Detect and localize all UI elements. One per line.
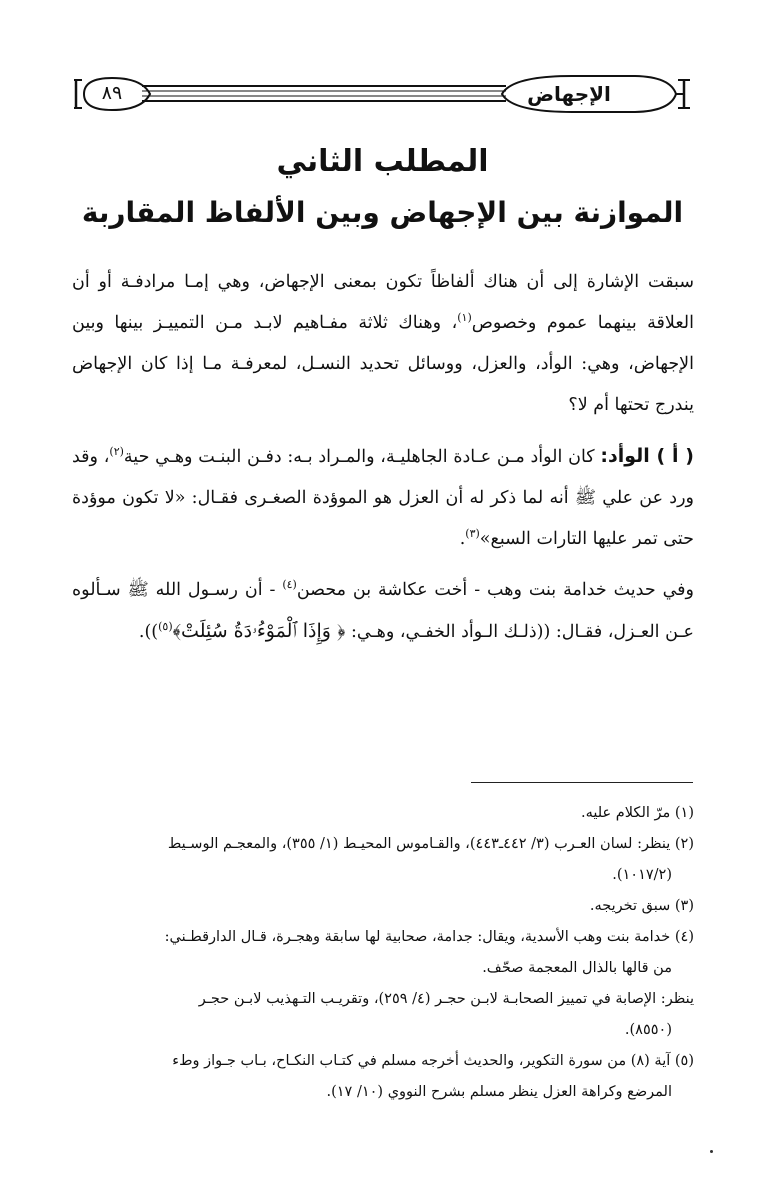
footnote-2 — [72, 829, 694, 891]
wad-text-1: كان الوأد مـن عـادة الجاهليـة، والمـراد بـه: دفـن البنـت وهـي حية — [123, 447, 601, 467]
running-title: الإجهاض — [527, 82, 611, 106]
footnote-ref-4: (٤) — [282, 578, 297, 592]
footnotes — [72, 798, 694, 1108]
scan-speck — [710, 1150, 713, 1153]
term-wad: ( أ ) الوأد: — [600, 445, 694, 467]
footnote-continuation: من قالها بالذال المعجمة صحّف. — [482, 960, 672, 976]
footnote-separator — [471, 782, 693, 783]
footnote-1 — [72, 798, 694, 829]
footnote-ref-2: (٢) — [109, 445, 124, 459]
footnote-ref-3: (٣) — [465, 527, 480, 541]
footnote-line: (٥) آية (٨) من سورة التكوير، والحديث أخرجه مسلم في كتـاب النكـاح، بـاب جـواز وطء — [172, 1053, 694, 1069]
footnote-4 — [72, 922, 694, 984]
section-subtitle: الموازنة بين الإجهاض وبين الألفاظ المقاربة — [81, 196, 684, 229]
main-text — [72, 262, 694, 663]
footnote-ref-5: (٥) — [158, 620, 173, 634]
intro-text-2: ، وهناك ثلاثة مفـاهيم لابـد مـن التمييـز بينها وبين الإجهاض، وهي: الوأد، والعزل، ووسائل تحديد النسـل، لمعرفـة مـا إذا كان الإجهاض يندرج تحتها أم لا؟ — [72, 313, 694, 415]
section-heading: المطلب الثاني — [276, 144, 489, 179]
footnote-3 — [72, 891, 694, 922]
footnote-line: (١) مرّ الكلام عليه. — [580, 805, 694, 821]
quran-verse: ﴿ وَإِذَا ٱلْمَوْءُۥدَةُ سُئِلَتْ﴾ — [172, 620, 346, 642]
judama-text-1: وفي حديث خدامة بنت وهب - أخت عكاشة بن محصن — [296, 580, 694, 600]
footnote-5 — [72, 1046, 694, 1108]
footnote-line: (٣) سبق تخريجه. — [589, 898, 694, 914]
footnote-continuation: (١٠١٧/٢). — [612, 867, 672, 883]
footnote-line: (٢) ينظر: لسان العـرب (٣/ ٤٤٢ـ٤٤٣)، والقـاموس المحيـط (١/ ٣٥٥)، والمعجـم الوسـيط — [167, 836, 694, 852]
footnote-line: (٤) خدامة بنت وهب الأسدية، ويقال: جدامة، صحابية لها سابقة وهجـرة، قـال الدارقطـني: — [164, 929, 694, 945]
footnote-line: ينظر: الإصابة في تمييز الصحابـة لابـن حجـر (٤/ ٢٥٩)، وتقريـب التـهذيب لابـن حجـر — [198, 991, 694, 1007]
paragraph-intro — [72, 262, 694, 426]
paragraph-judama — [72, 570, 694, 653]
wad-text-3: . — [459, 529, 466, 549]
judama-text-3: )). — [138, 622, 159, 642]
wad-text-2: ، وقد ورد عن علي ﷺ أنه لما ذكر له أن العزل هو الموؤدة الصغـرى فقـال: «لا تكون موؤدة حتى تمر عليها التارات السبع» — [72, 447, 694, 549]
page-header — [72, 70, 692, 118]
paragraph-wad — [72, 436, 694, 560]
footnote-continuation: (٨٥٥٠). — [624, 1022, 672, 1038]
footnote-ref-1: (١) — [457, 311, 472, 325]
page-number: ٨٩ — [101, 82, 123, 104]
footnote-4-sources — [72, 984, 694, 1046]
judama-text-2: - أن رسـول الله ﷺ سـألوه عـن العـزل، فقـال: ((ذلـك الـوأد الخفـي، وهـي: — [72, 580, 694, 642]
intro-text-1: سبقت الإشارة إلى أن هناك ألفاظاً تكون بمعنى الإجهاض، وهي إمـا مرادفـة أو أن العلاقة بينهما عموم وخصوص — [72, 272, 694, 333]
footnote-continuation: المرضع وكراهة العزل ينظر مسلم بشرح النووي (١٠/ ١٧). — [326, 1084, 672, 1100]
